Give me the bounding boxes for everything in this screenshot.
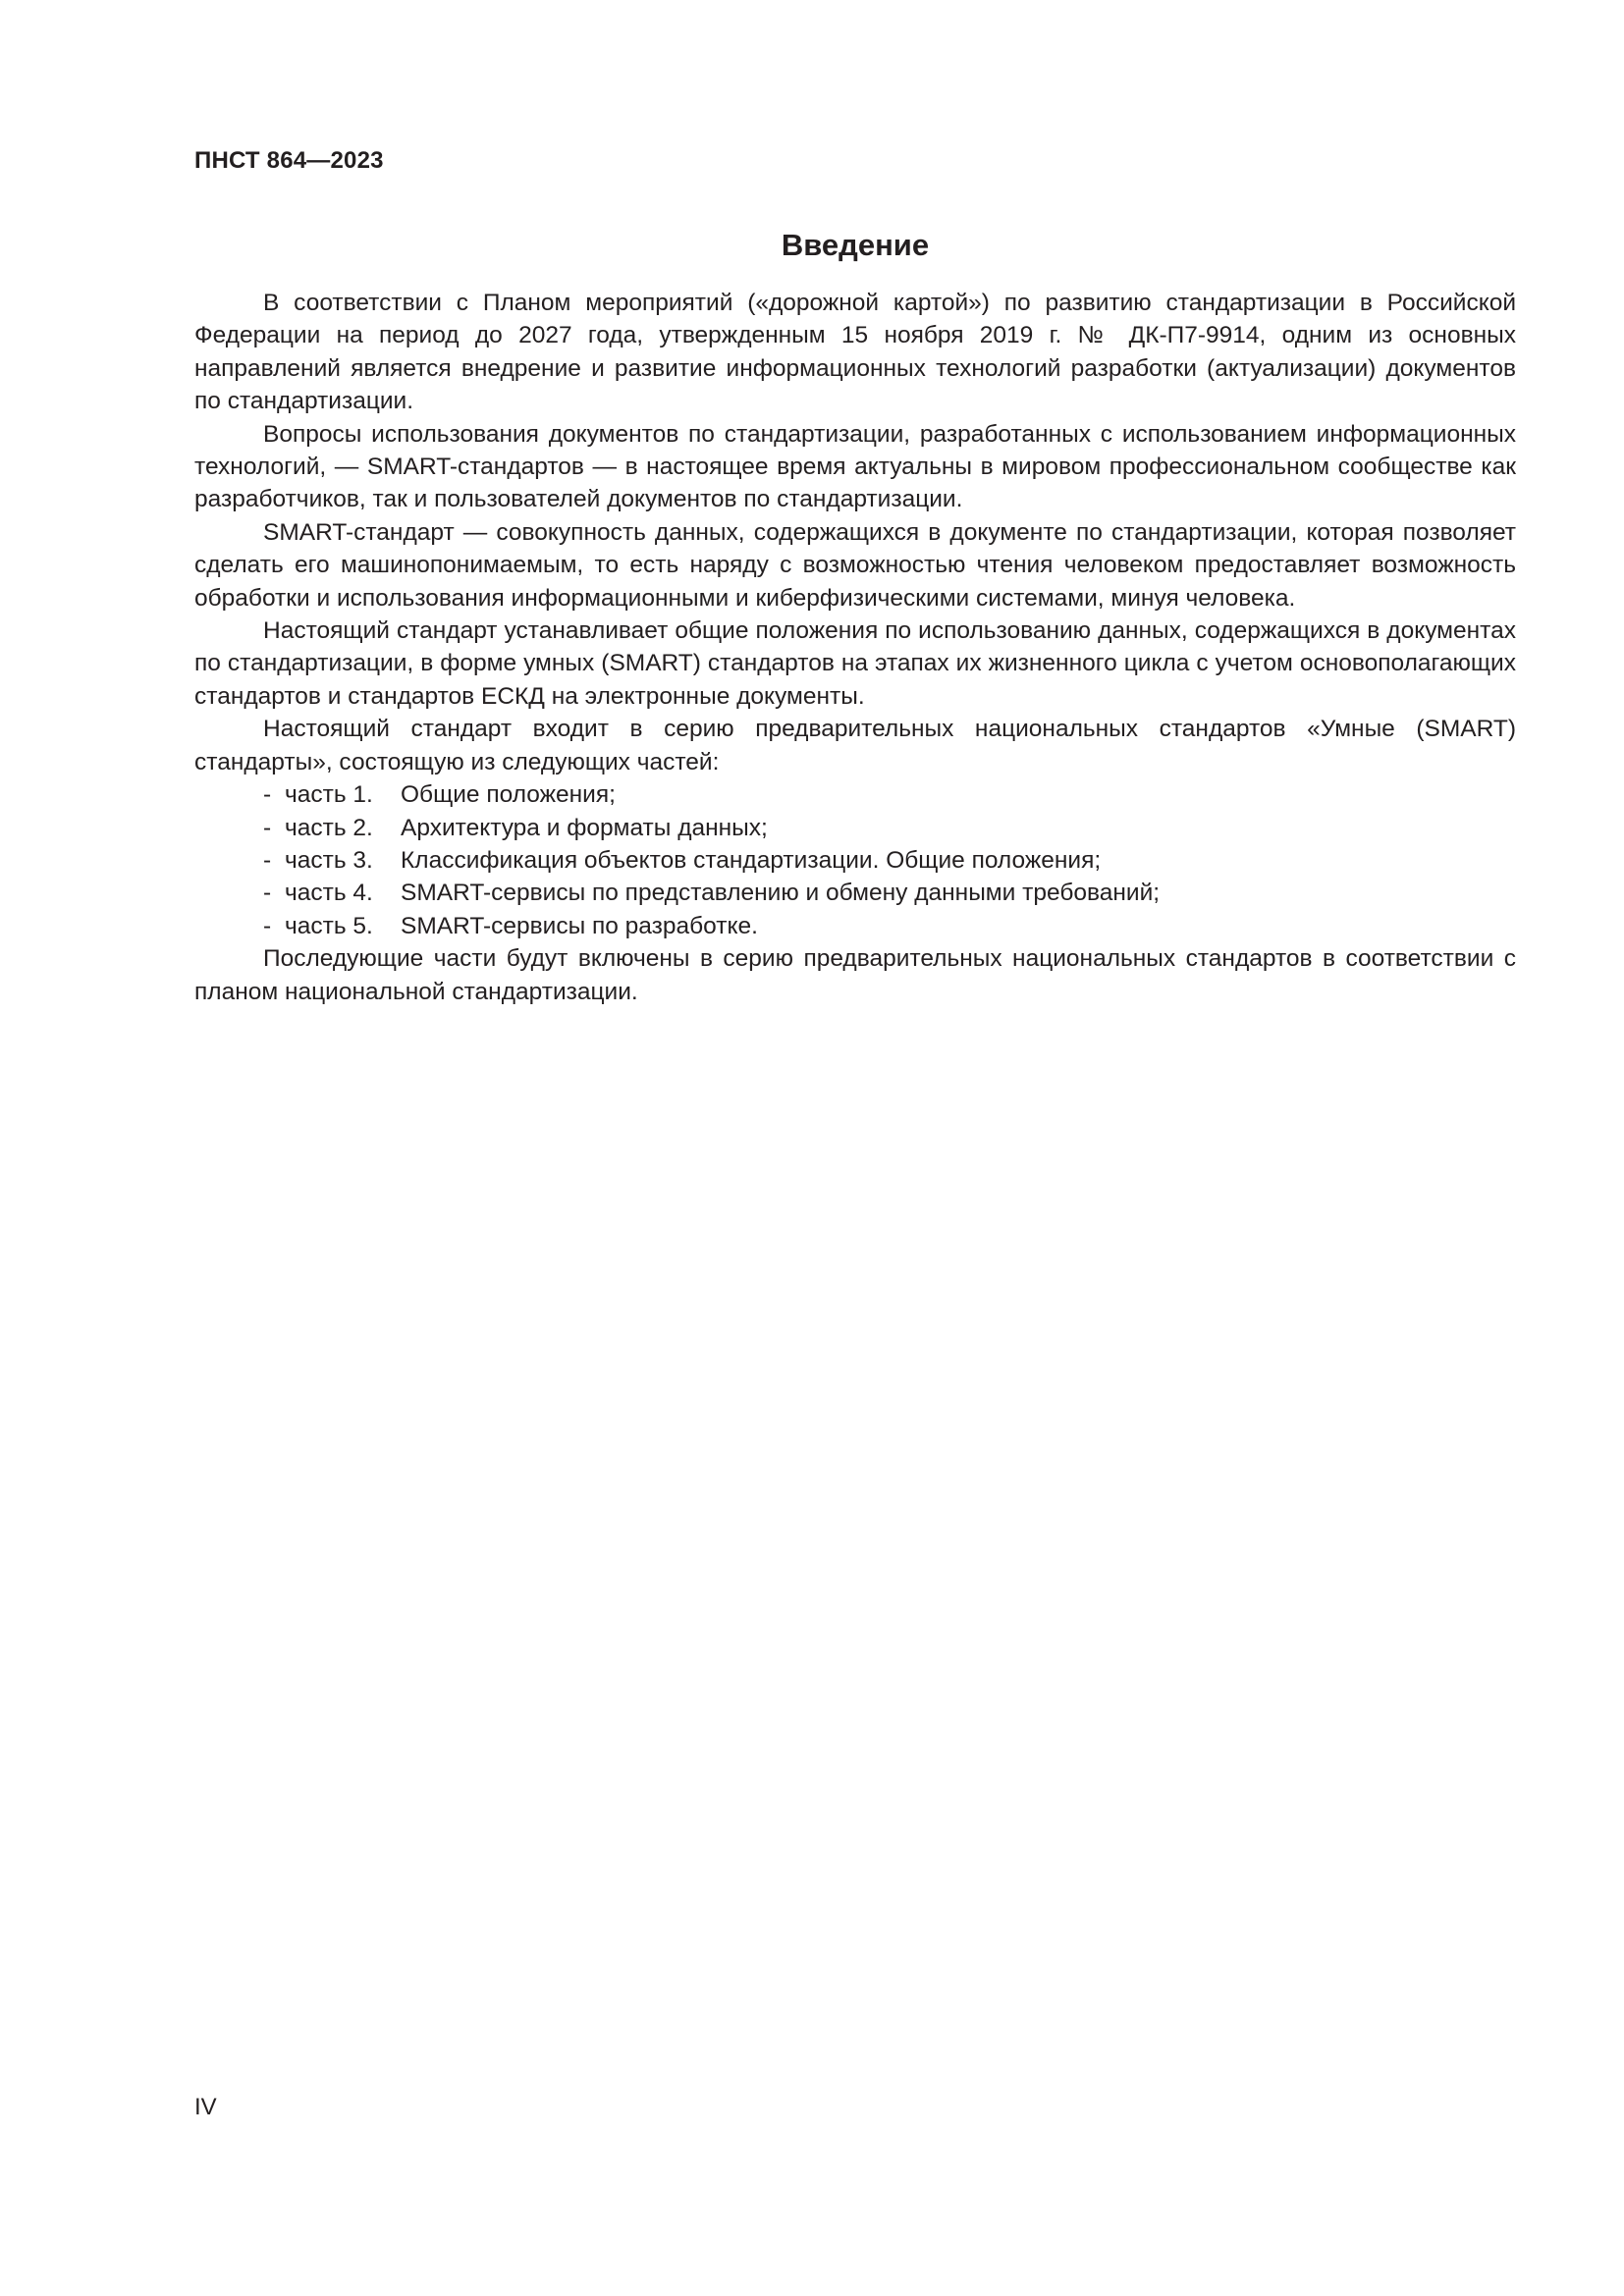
section-title: Введение (781, 228, 930, 262)
part-number: часть 3. (285, 846, 373, 874)
paragraph: Настоящий стандарт входит в серию предварительных национальных стандартов «Умные (SMART) стандарты», состоящую из следующих частей: (194, 716, 1516, 775)
part-name: Общие положения; (401, 781, 616, 809)
part-name: Архитектура и форматы данных; (401, 814, 768, 841)
part-number: часть 1. (285, 781, 373, 809)
part-number: часть 4. (285, 880, 373, 907)
list-item (194, 910, 1516, 942)
list-dash: - (263, 912, 272, 939)
part-name: Классификация объектов стандартизации. Общие положения; (401, 846, 1102, 874)
list-dash: - (263, 814, 272, 841)
parts-list (194, 778, 1516, 942)
part-name: SMART-сервисы по представлению и обмену данными требований; (401, 880, 1161, 907)
introduction-body (194, 287, 1516, 1008)
paragraph: В соответствии с Планом мероприятий («дорожной картой») по развитию стандартизации в Российской Федерации на период до 2027 года, утвержденным 15 ноября 2019 г. № ДК-П7-9914, одним из основных направлений является внедрение и развитие информационных технологий разработки (актуализации) документов по стандартизации. (194, 290, 1516, 415)
list-item (194, 778, 1516, 811)
document-code: ПНСТ 864—2023 (194, 147, 384, 174)
list-dash: - (263, 781, 272, 809)
paragraph: SMART-стандарт — совокупность данных, содержащихся в документе по стандартизации, которая позволяет сделать его машинопонимаемым, то есть наряду с возможностью чтения человеком предоставляет возможность обработки и использования информационными и киберфизическими системами, минуя человека. (194, 518, 1516, 612)
page-number: IV (194, 2094, 217, 2120)
list-item (194, 812, 1516, 844)
list-dash: - (263, 880, 272, 907)
part-name: SMART-сервисы по разработке. (401, 912, 758, 939)
paragraph: Настоящий стандарт устанавливает общие положения по использованию данных, содержащихся в документах по стандартизации, в форме умных (SMART) стандартов на этапах их жизненного цикла с учетом основополагающих стандартов и стандартов ЕСКД на электронные документы. (194, 617, 1516, 710)
part-number: часть 2. (285, 814, 373, 841)
paragraph: Вопросы использования документов по стандартизации, разработанных с использованием информационных технологий, — SMART-стандартов — в настоящее время актуальны в мировом профессиональном сообществе как разработчиков, так и пользователей документов по стандартизации. (194, 420, 1516, 513)
list-item (194, 844, 1516, 877)
part-number: часть 5. (285, 912, 373, 939)
paragraph: Последующие части будут включены в серию предварительных национальных стандартов в соответствии с планом национальной стандартизации. (194, 945, 1516, 1005)
list-item (194, 877, 1516, 909)
list-dash: - (263, 846, 272, 874)
